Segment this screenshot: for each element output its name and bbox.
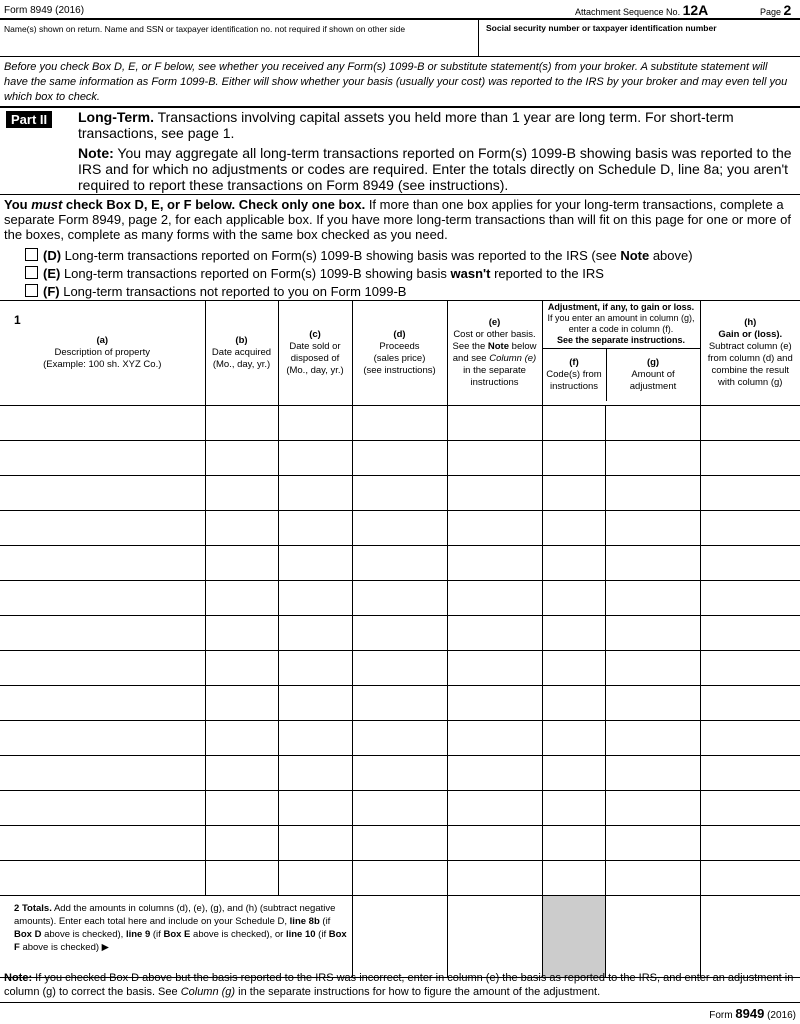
footnote-italic: Column (g) [180,986,236,998]
cell-col-a[interactable] [0,406,205,441]
cell-col-h[interactable] [700,406,800,441]
cell-col-a[interactable] [0,861,205,896]
cell-col-h[interactable] [700,791,800,826]
ssn-field-label: Social security number or taxpayer identification number [486,23,717,33]
adj-line4: See the separate instructions. [556,335,686,345]
cell-col-h[interactable] [700,686,800,721]
cell-col-h[interactable] [700,651,800,686]
totals-b1: line 8b [289,916,320,927]
adj-line3: enter a code in column (f). [568,324,674,334]
col-d-line2: (sales price) [373,352,426,364]
cell-col-e[interactable] [447,756,542,791]
page-value: 2 [783,2,792,18]
cell-col-d[interactable] [352,581,447,616]
col-e-line2b: Note [487,340,510,352]
transactions-table [0,300,800,978]
col-c-line1: Date sold or [289,340,341,352]
cell-col-f[interactable] [542,511,605,546]
col-e-header [447,300,542,406]
totals-arrow: ▶ [101,942,109,953]
totals-t1: Add the amounts in columns (d), (e), (g), and (h) (subtract negative amounts). Enter each total here and include on your Schedule D, [14,903,336,927]
cell-col-b[interactable] [205,756,278,791]
instr-text: If more than one box applies for your long-term transactions, complete a separate Form 8949, page 2, for each applicable box. If you have more long-term transactions than will fit on this page for one or more of the boxes, complete as many forms with the same box checked as you need. [4,197,791,242]
checkbox-f[interactable] [25,284,38,297]
part-title-text: Transactions involving capital assets you held more than 1 year are long term. For short-term transactions, see page 1. [78,109,734,141]
col-h-line2: Subtract column (e) [708,340,792,352]
cell-col-b[interactable] [205,651,278,686]
col-h-line3: from column (d) and [707,352,793,364]
cell-col-g[interactable] [605,441,700,476]
cell-col-c[interactable] [278,441,352,476]
col-a-line1: Description of property [54,346,151,358]
cell-col-b[interactable] [205,406,278,441]
cell-col-g[interactable] [605,756,700,791]
cell-col-a[interactable] [0,791,205,826]
note-rule [0,194,800,195]
cell-col-f[interactable] [542,406,605,441]
cell-col-e[interactable] [447,651,542,686]
cell-col-d[interactable] [352,686,447,721]
cell-col-a[interactable] [0,686,205,721]
col-h-header [700,300,800,406]
cell-col-b[interactable] [205,861,278,896]
col-f-letter: (f) [569,357,579,368]
cell-col-f[interactable] [542,476,605,511]
cell-col-g[interactable] [605,581,700,616]
footnote-text1: If you checked Box D above but the basis reported to the IRS was incorrect, enter in column (e) the basis as reported to the IRS, and enter an adjustment in column (g) to correct the basis. See [4,972,794,998]
cell-col-f[interactable] [542,546,605,581]
totals-b4: Box E [163,929,191,940]
cell-col-h[interactable] [700,581,800,616]
sequence-number: 12A [682,2,709,18]
part-badge: Part II [6,111,52,128]
cell-col-h[interactable] [700,861,800,896]
col-g-line2: adjustment [629,381,677,392]
cell-col-d[interactable] [352,406,447,441]
instr-bold: check Box D, E, or F below. Check only one box. [62,197,366,212]
intro-text: Before you check Box D, E, or F below, see whether you received any Form(s) 1099-B or substitute statement(s) from your broker. A substitute statement will have the same information as Form 1099-B. Either will show whether your basis (usually your cost) was reported to the IRS by your broker and may even tell you which box to check. [4,61,788,103]
cell-col-h[interactable] [700,826,800,861]
attachment-sequence [575,2,708,18]
totals-t7: above is checked) [19,942,102,953]
cell-col-g[interactable] [605,651,700,686]
table-row [0,616,800,651]
table-row [0,476,800,511]
part-title [78,109,796,141]
cell-col-c[interactable] [278,616,352,651]
cell-col-c[interactable] [278,861,352,896]
col-c-header [278,300,352,406]
col-b-line1: Date acquired [211,346,272,358]
cell-col-b[interactable] [205,721,278,756]
checkbox-e-text: Long-term transactions reported on Form(s) 1099-B showing basis [60,266,451,281]
cell-col-b[interactable] [205,616,278,651]
cell-col-a[interactable] [0,721,205,756]
check-instruction [4,197,796,242]
adj-line2: If you enter an amount in column (g), [547,313,695,323]
form-reference: Form 8949 (2016) [4,5,85,16]
footer-rule [0,1002,800,1003]
col-h-line5: with column (g) [718,376,783,388]
col-d-letter: (d) [393,328,406,340]
cell-col-b[interactable] [205,686,278,721]
cell-col-c[interactable] [278,721,352,756]
col-f-header [543,349,607,401]
col-e-letter: (e) [488,316,501,328]
cell-col-e[interactable] [447,406,542,441]
footer-form-label: Form [709,1010,733,1021]
table-row [0,546,800,581]
cell-col-b[interactable] [205,826,278,861]
line-1-label: 1 [14,313,21,327]
cell-col-f[interactable] [542,791,605,826]
checkbox-d-code: (D) [43,248,62,263]
cell-col-b[interactable] [205,581,278,616]
checkbox-f-code: (F) [43,284,60,299]
cell-col-e[interactable] [447,476,542,511]
col-c-line3: (Mo., day, yr.) [286,364,344,376]
page-label: Page [760,7,782,17]
cell-col-h[interactable] [700,476,800,511]
table-row [0,756,800,791]
part-title-bold: Long-Term. [78,109,154,125]
cell-col-c[interactable] [278,651,352,686]
column-header-row [0,300,800,406]
cell-col-c[interactable] [278,511,352,546]
instr-you: You [4,197,28,212]
totals-t2: (if [319,916,331,927]
col-f-line2: instructions [549,381,599,392]
col-a-line2: (Example: 100 sh. XYZ Co.) [43,358,162,370]
checkbox-d[interactable] [25,248,38,261]
cell-col-d[interactable] [352,546,447,581]
cell-col-c[interactable] [278,826,352,861]
col-h-letter: (h) [744,316,757,328]
sequence-label: Attachment Sequence No. [575,7,681,17]
names-rule [0,56,800,57]
totals-row [0,896,800,978]
totals-num: 2 [14,903,20,914]
totals-b6: Box F [14,929,347,953]
cell-col-g[interactable] [605,686,700,721]
checkbox-row-d [25,248,693,264]
cell-col-f[interactable] [542,721,605,756]
footer-form-year: (2016) [767,1010,796,1021]
cell-col-g[interactable] [605,826,700,861]
instr-must: must [31,197,63,212]
checkbox-e[interactable] [25,266,38,279]
cell-col-c[interactable] [278,581,352,616]
cell-col-b[interactable] [205,476,278,511]
cell-col-a[interactable] [0,441,205,476]
col-b-letter: (b) [235,334,248,346]
cell-col-e[interactable] [447,511,542,546]
cell-col-e[interactable] [447,826,542,861]
totals-t3: above is checked), [41,929,126,940]
cell-col-e[interactable] [447,686,542,721]
cell-col-a[interactable] [0,511,205,546]
col-e-line1: Cost or other basis. [453,328,536,340]
col-b-line2: (Mo., day, yr.) [212,358,271,370]
col-d-line1: Proceeds [379,340,420,352]
cell-col-c[interactable] [278,791,352,826]
col-h-line1: Gain or (loss). [718,328,783,340]
table-row [0,651,800,686]
checkbox-row-e [25,266,604,282]
col-e-line3b: Column (e) [489,352,537,364]
cell-col-d[interactable] [352,791,447,826]
col-c-line2: disposed of [290,352,340,364]
cell-col-b[interactable] [205,546,278,581]
cell-col-h[interactable] [700,511,800,546]
cell-col-f[interactable] [542,756,605,791]
form-footer [709,1006,796,1021]
totals-b3: line 9 [125,929,151,940]
cell-col-h[interactable] [700,546,800,581]
col-d-header [352,300,447,406]
checkbox-d-bold: Note [620,248,650,263]
cell-col-h[interactable] [700,616,800,651]
totals-t5: above is checked), or [190,929,286,940]
table-row [0,721,800,756]
adjustment-header [542,300,700,406]
totals-b5: line 10 [285,929,316,940]
cell-col-f[interactable] [542,861,605,896]
cell-col-a[interactable] [0,476,205,511]
total-col-h[interactable] [700,896,800,978]
total-col-g[interactable] [605,896,700,978]
col-b-header [205,300,278,406]
checkbox-e-code: (E) [43,266,61,281]
table-row [0,861,800,896]
cell-col-g[interactable] [605,546,700,581]
cell-col-a[interactable] [0,581,205,616]
cell-col-f[interactable] [542,686,605,721]
table-row [0,826,800,861]
header-rule [0,18,800,20]
cell-col-g[interactable] [605,721,700,756]
total-col-d[interactable] [352,896,447,978]
col-e-line5: instructions [470,376,519,388]
checkbox-row-f [25,284,406,300]
cell-col-e[interactable] [447,721,542,756]
checkbox-e-text-end: reported to the IRS [490,266,604,281]
cell-col-h[interactable] [700,721,800,756]
cell-col-c[interactable] [278,406,352,441]
checkbox-e-bold: wasn't [450,266,491,281]
col-e-line3a: and see [452,352,490,364]
cell-col-d[interactable] [352,651,447,686]
cell-col-d[interactable] [352,616,447,651]
cell-col-d[interactable] [352,826,447,861]
cell-col-d[interactable] [352,721,447,756]
cell-col-c[interactable] [278,686,352,721]
footnote-text2: in the separate instructions for how to figure the amount of the adjustment. [235,986,601,998]
table-row [0,511,800,546]
cell-col-f[interactable] [542,581,605,616]
cell-col-b[interactable] [205,441,278,476]
cell-col-g[interactable] [605,861,700,896]
part-note [78,145,796,193]
cell-col-d[interactable] [352,511,447,546]
col-c-letter: (c) [309,328,321,340]
col-g-letter: (g) [646,357,660,368]
cell-col-h[interactable] [700,441,800,476]
part-note-bold: Note: [78,145,114,161]
table-row [0,441,800,476]
col-f-line1: Code(s) from [546,369,602,380]
names-field-label: Name(s) shown on return. Name and SSN or taxpayer identification no. not required if shown on other side [4,24,406,34]
cell-col-e[interactable] [447,581,542,616]
cell-col-e[interactable] [447,616,542,651]
cell-col-e[interactable] [447,791,542,826]
totals-b2: Box D [14,929,42,940]
cell-col-f[interactable] [542,616,605,651]
part-rule [0,106,800,108]
table-row [0,581,800,616]
footer-form-number: 8949 [735,1006,765,1021]
total-col-e[interactable] [447,896,542,978]
name-ssn-divider [478,18,479,57]
totals-t4: (if [150,929,164,940]
cell-col-c[interactable] [278,476,352,511]
cell-col-e[interactable] [447,441,542,476]
col-g-line1: Amount of [631,369,675,380]
cell-col-g[interactable] [605,616,700,651]
cell-col-h[interactable] [700,756,800,791]
cell-col-d[interactable] [352,441,447,476]
table-row [0,686,800,721]
cell-col-g[interactable] [605,406,700,441]
checkbox-d-text-end: above) [649,248,693,263]
col-h-line4: combine the result [711,364,790,376]
cell-col-b[interactable] [205,511,278,546]
cell-col-a[interactable] [0,616,205,651]
footnote [4,971,798,999]
totals-bold: Totals. [21,903,52,914]
cell-col-b[interactable] [205,791,278,826]
table-row [0,791,800,826]
cell-col-g[interactable] [605,476,700,511]
adjustment-caption [543,300,700,349]
col-a-letter: (a) [96,334,109,346]
col-e-line2c: below [509,340,537,352]
table-row [0,406,800,441]
cell-col-a[interactable] [0,756,205,791]
cell-col-f[interactable] [542,441,605,476]
cell-col-c[interactable] [278,546,352,581]
cell-col-a[interactable] [0,651,205,686]
page-number [760,2,791,18]
totals-t6: (if [315,929,329,940]
col-a-header [0,300,205,406]
cell-col-c[interactable] [278,756,352,791]
col-g-header [607,349,700,401]
total-col-f [542,896,605,978]
part-note-text: You may aggregate all long-term transactions reported on Form(s) 1099-B showing basis was reported to the IRS and for which no adjustments or codes are required. Enter the totals directly on Schedule D, line 8a; you aren't required to report these transactions on Form 8949 (see instructions). [78,145,792,193]
cell-col-d[interactable] [352,476,447,511]
cell-col-e[interactable] [447,546,542,581]
col-d-line3: (see instructions) [363,364,436,376]
adjustment-subheaders [543,349,700,401]
cell-col-f[interactable] [542,651,605,686]
cell-col-e[interactable] [447,861,542,896]
cell-col-g[interactable] [605,791,700,826]
totals-label [0,896,352,978]
cell-col-a[interactable] [0,546,205,581]
cell-col-a[interactable] [0,826,205,861]
cell-col-f[interactable] [542,826,605,861]
checkbox-d-text: Long-term transactions reported on Form(s) 1099-B showing basis was reported to the IRS (see [61,248,621,263]
adj-line1: Adjustment, if any, to gain or loss. [547,302,695,312]
cell-col-d[interactable] [352,756,447,791]
col-e-line4: in the separate [463,364,526,376]
cell-col-d[interactable] [352,861,447,896]
col-e-line2a: See the [452,340,488,352]
checkbox-f-text: Long-term transactions not reported to you on Form 1099-B [59,284,407,299]
footnote-bold: Note: [4,972,33,984]
cell-col-g[interactable] [605,511,700,546]
